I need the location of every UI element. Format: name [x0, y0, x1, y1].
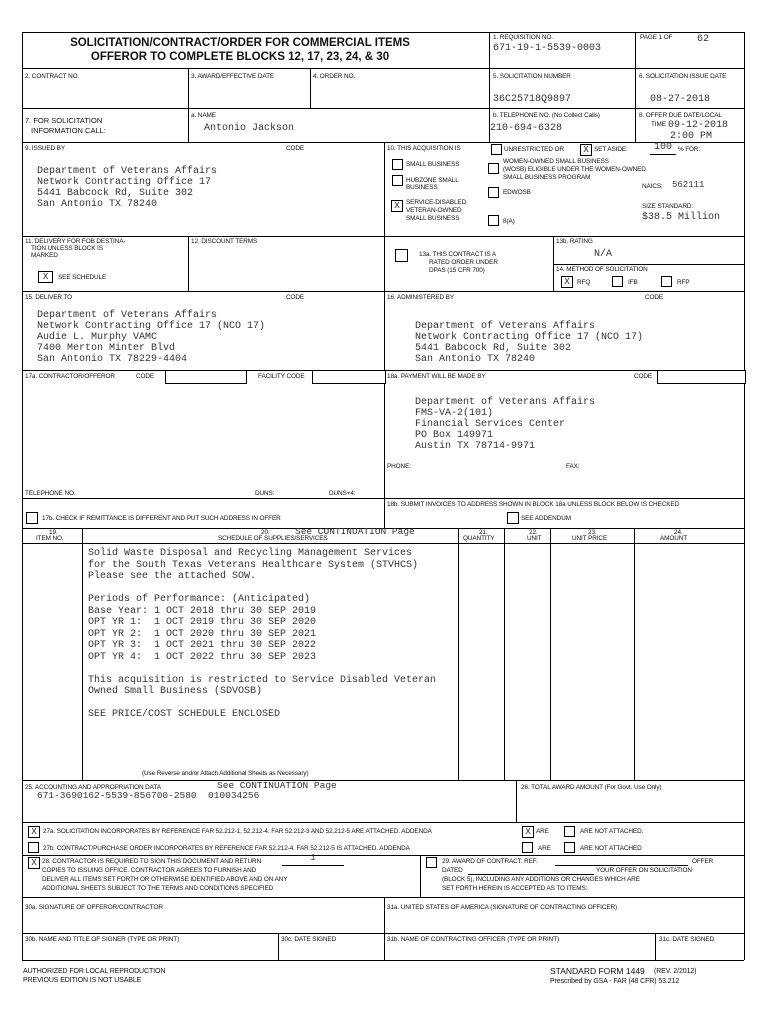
unrestricted-checkbox[interactable] [491, 144, 502, 155]
rule [188, 236, 189, 291]
administered-by-address-4: San Antonio TX 78240 [415, 354, 536, 365]
administered-by-label: 16. ADMINISTERED BY [387, 294, 454, 301]
rule [384, 291, 385, 370]
issue-date-value: 08-27-2018 [650, 94, 711, 105]
ifb-label: IFB [628, 279, 638, 286]
rfp-label: RFP [677, 279, 690, 286]
small-business-checkbox[interactable] [392, 159, 403, 170]
offer-due-label-1: 8. OFFER DUE DATE/LOCAL [639, 112, 722, 119]
requisition-value: 671-19-1-5539-0003 [493, 43, 602, 54]
rule [458, 528, 459, 780]
payment-code-label: CODE [634, 373, 653, 380]
naics-label: NAICS: [642, 183, 663, 190]
col20-num: 20. [261, 529, 270, 536]
submit-invoices-label: 18b. SUBMIT INVOICES TO ADDRESS SHOWN IN BLOCK 18a UNLESS BLOCK BELOW IS CHECKED [387, 501, 680, 508]
rule [384, 897, 385, 960]
edwosb-checkbox[interactable] [488, 187, 499, 198]
contractor-telephone-label: TELEPHONE NO. [25, 490, 76, 497]
acquisition-label: 10. THIS ACQUISITION IS [387, 145, 461, 152]
wosb-checkbox[interactable] [488, 163, 499, 174]
delivery-fob-label-3: MARKED [31, 252, 58, 259]
issued-by-address-4: San Antonio TX 78240 [37, 199, 158, 210]
rule [635, 108, 636, 142]
solicitation-method-label: 14. METHOD OF SOLICITATION [556, 266, 648, 273]
award-contract-line4: SET FORTH HEREIN IS ACCEPTED AS TO ITEMS: [442, 885, 588, 892]
facility-code-label: FACILITY CODE [258, 373, 305, 380]
solicitation-no-label: 5. SOLICITATION NUMBER [493, 73, 571, 80]
co-signature-label: 31a. UNITED STATES OF AMERICA (SIGNATURE OF CONTRACTING OFFICER) [387, 904, 618, 911]
phone-value: 210-694-6328 [490, 123, 563, 134]
award-contract-checkbox[interactable] [426, 857, 437, 868]
contractor-sign-line2: COPIES TO ISSUING OFFICE. CONTRACTOR AGREES TO FURNISH AND [42, 867, 257, 874]
sdvosb-label-3: SMALL BUSINESS [406, 215, 460, 222]
sdvosb-label-1: SERVICE-DISABLED [406, 199, 467, 206]
page-label: PAGE 1 OF [640, 34, 673, 41]
remittance-checkbox[interactable] [26, 512, 38, 524]
schedule-line: OPT YR 4: 1 OCT 2022 thru 30 SEP 2023 [88, 651, 317, 663]
rule [504, 528, 505, 780]
eight-a-label: 8(A) [503, 218, 515, 225]
administered-by-address-1: Department of Veterans Affairs [415, 321, 596, 332]
rule [468, 874, 594, 875]
award-contract-line1: 29. AWARD OF CONTRACT: REF. [442, 858, 538, 865]
solicitation-info-label-2: INFORMATION CALL: [31, 126, 106, 135]
addenda-are-checkbox[interactable]: X [522, 826, 534, 838]
col23-label: UNIT PRICE [572, 535, 608, 542]
far-27a-label: 27a. SOLICITATION INCORPORATES BY REFERENCE FAR 52.212-1, 52.212-4. FAR 52.212-3 AND 52.212-5 ARE ATTACHED. ADDENDA [43, 828, 432, 835]
schedule-line: Base Year: 1 OCT 2018 thru 30 SEP 2019 [88, 605, 317, 617]
addenda-are-label: ARE [536, 828, 549, 835]
footer-prescribed: Prescribed by GSA - FAR (48 CFR) 53.212 [550, 978, 680, 985]
schedule-line: Periods of Performance: (Anticipated) [88, 594, 311, 605]
col19-num: 19. [49, 529, 58, 536]
phone-label-18: PHONE: [387, 463, 411, 470]
schedule-continuation: See CONTINUATION Page [295, 526, 415, 537]
far-27b-checkbox[interactable] [28, 842, 39, 853]
accounting-value: 671-3690162-5539-856700-2580 010034256 [37, 790, 260, 801]
set-aside-checkbox[interactable]: X [580, 144, 592, 156]
footer-form-name: STANDARD FORM 1449 [550, 966, 645, 976]
accounting-continuation: See CONTINUATION Page [217, 780, 337, 791]
rule [420, 855, 421, 897]
col19-label: ITEM NO. [36, 535, 64, 542]
set-aside-percent: 100 [650, 142, 676, 155]
far-27a-checkbox[interactable]: X [28, 826, 40, 838]
duns-label: DUNS: [255, 490, 275, 497]
deliver-to-address-3: Audie L. Murphy VAMC [37, 332, 158, 343]
addenda-b-are-not-label: ARE NOT ATTACHED [580, 845, 642, 852]
name-label: a. NAME [191, 112, 216, 119]
fax-label-18: FAX: [566, 463, 580, 470]
facility-code-input[interactable] [312, 370, 386, 384]
form-title-line1: SOLICITATION/CONTRACT/ORDER FOR COMMERCIAL ITEMS [70, 37, 410, 49]
col20-label: SCHEDULE OF SUPPLIES/SERVICES [218, 535, 328, 542]
rating-label: 13b. RATING [556, 238, 593, 245]
schedule-line: Please see the attached SOW. [88, 571, 257, 582]
rule [384, 142, 385, 242]
eight-a-checkbox[interactable] [488, 215, 499, 226]
rule [188, 68, 189, 108]
unrestricted-label: UNRESTRICTED OR [504, 146, 564, 153]
administered-by-code-label: CODE [645, 294, 664, 301]
footer-reproduction: AUTHORIZED FOR LOCAL REPRODUCTION [23, 968, 166, 975]
far-27b-label: 27b. CONTRACT/PURCHASE ORDER INCORPORATES BY REFERENCE FAR 52.212-4. FAR 52.212-5 IS ATTACHED. ADDENDA [43, 845, 410, 852]
contractor-label: 17a. CONTRACTOR/OFFEROR [25, 373, 115, 380]
payment-address-1: Department of Veterans Affairs [415, 397, 596, 408]
schedule-line: OPT YR 1: 1 OCT 2019 thru 30 SEP 2020 [88, 617, 317, 628]
see-addendum-label: SEE ADDENDUM [521, 515, 571, 522]
deliver-to-address-2: Network Contracting Office 17 (NCO 17) [37, 321, 266, 332]
rule [384, 498, 385, 528]
rule [655, 933, 656, 960]
duns4-label: DUNS+4: [329, 490, 356, 497]
size-standard-label: SIZE STANDARD: [642, 203, 694, 210]
deliver-to-address-4: 7400 Merton Minter Blvd [37, 343, 176, 354]
rule [22, 236, 744, 237]
administered-by-address-3: 5441 Babcock Rd, Suite 302 [415, 343, 572, 354]
rule [188, 108, 189, 142]
issued-by-label: 9. ISSUED BY [25, 145, 65, 152]
issued-by-address-2: Network Contracting Office 17 [37, 177, 212, 188]
rule [489, 68, 490, 108]
schedule-line: Solid Waste Disposal and Recycling Management Services [88, 548, 413, 559]
col24-label: AMOUNT [660, 535, 688, 542]
hubzone-checkbox[interactable] [392, 175, 403, 186]
administered-by-address-2: Network Contracting Office 17 (NCO 17) [415, 332, 644, 343]
hubzone-label-2: BUSINESS [406, 184, 438, 191]
page-total: 62 [697, 34, 710, 45]
issued-by-address-3: 5441 Babcock Rd, Suite 302 [37, 188, 194, 199]
rule [635, 32, 636, 68]
contractor-sign-line4: ADDITIONAL SHEETS SUBJECT TO THE TERMS AND CONDITIONS SPECIFIED [42, 885, 274, 892]
rule [635, 68, 636, 108]
rule-right [744, 32, 745, 960]
schedule-line: SEE PRICE/COST SCHEDULE ENCLOSED [88, 709, 281, 720]
deliver-to-code-label: CODE [286, 294, 305, 301]
deliver-to-label: 15. DELIVER TO [25, 294, 73, 301]
rule [516, 780, 517, 822]
col22-num: 22. [529, 529, 538, 536]
award-offer-label: OFFER [692, 858, 714, 865]
co-date-label: 31c. DATE SIGNED [659, 936, 715, 943]
see-schedule-checkbox[interactable]: X [38, 271, 53, 283]
offer-due-time: 2:00 PM [670, 131, 713, 142]
reverse-note: (Use Reverse and/or Attach Additional Sheets as Necessary) [142, 770, 309, 777]
rated-order-label-2: RATED ORDER UNDER [429, 259, 498, 266]
rated-order-checkbox[interactable] [395, 249, 408, 262]
offer-due-label-2: TIME [651, 121, 666, 128]
rule [22, 142, 744, 143]
contract-no-label: 2. CONTRACT NO. [25, 73, 80, 80]
signer-name-label: 30b. NAME AND TITLE OF SIGNER (TYPE OR PRINT) [25, 936, 180, 943]
payment-label: 18a. PAYMENT WILL BE MADE BY [387, 373, 486, 380]
accounting-label: 25. ACCOUNTING AND APPROPRIATION DATA [25, 784, 161, 791]
remittance-label: 17b. CHECK IF REMITTANCE IS DIFFERENT AND PUT SUCH ADDRESS IN OFFER [42, 515, 281, 522]
rule [22, 933, 744, 934]
award-your-offer-label: YOUR OFFER ON SOLICITATION [596, 867, 692, 874]
contractor-sign-line3: DELIVER ALL ITEMS SET FORTH OR OTHERWISE IDENTIFIED ABOVE AND ON ANY [42, 876, 288, 883]
rated-order-label-3: DPAS (15 CFR 700) [429, 267, 485, 274]
discount-terms-label: 12. DISCOUNT TERMS [191, 238, 258, 245]
schedule-line: OPT YR 2: 1 OCT 2020 thru 30 SEP 2021 [88, 628, 317, 640]
percent-for-label: % FOR: [678, 146, 701, 153]
offer-due-date: 09-12-2018 [668, 120, 729, 131]
rule [310, 68, 311, 108]
rule [22, 291, 744, 292]
schedule-line: OPT YR 3: 1 OCT 2021 thru 30 SEP 2022 [88, 640, 317, 651]
award-date-label: 3. AWARD/EFFECTIVE DATE [191, 73, 275, 80]
addenda-b-are-checkbox[interactable] [522, 842, 533, 853]
rule [82, 528, 83, 780]
contractor-code-label: CODE [136, 373, 155, 380]
col21-label: QUANTITY [463, 535, 495, 542]
contractor-sign-checkbox[interactable]: X [28, 857, 40, 869]
delivery-fob-label-2: TION UNLESS BLOCK IS [31, 245, 103, 252]
col24-num: 24. [674, 529, 683, 536]
contractor-sign-line1: 28. CONTRACTOR IS REQUIRED TO SIGN THIS DOCUMENT AND RETURN [42, 858, 261, 865]
ifb-checkbox[interactable] [612, 276, 623, 287]
rule [22, 897, 744, 898]
rated-order-label-1: 13a. THIS CONTRACT IS A [419, 251, 497, 258]
total-award-label: 26. TOTAL AWARD AMOUNT (For Govt. Use Only) [521, 784, 662, 791]
payment-address-4: PO Box 149971 [415, 430, 494, 441]
payment-address-2: FMS-VA-2(101) [415, 408, 494, 419]
wosb-label-3: SMALL BUSINESS PROGRAM [503, 174, 591, 181]
col22-label: UNIT [527, 535, 542, 542]
award-contract-line3: (BLOCK 5), INCLUDING ANY ADDITIONS OR CHANGES WHICH ARE [442, 876, 640, 883]
rule [553, 264, 744, 265]
payment-code-input[interactable] [657, 370, 746, 384]
rule-left [22, 32, 23, 960]
set-aside-label: SET ASIDE: [594, 146, 628, 153]
issue-date-label: 6. SOLICITATION ISSUE DATE [639, 73, 727, 80]
addenda-are-not-checkbox[interactable] [564, 826, 575, 837]
see-schedule-label: SEE SCHEDULE [58, 274, 107, 281]
footer-previous-edition: PREVIOUS EDITION IS NOT USABLE [23, 977, 142, 984]
rfq-checkbox[interactable]: X [561, 276, 573, 288]
solicitation-info-label-1: 7. FOR SOLICITATION [25, 116, 103, 125]
offeror-date-label: 30c. DATE SIGNED [281, 936, 337, 943]
requisition-label: 1. REQUISITION NO. [493, 34, 553, 41]
rule [384, 236, 385, 291]
rule [22, 855, 744, 856]
col21-num: 21. [479, 529, 488, 536]
rule [22, 780, 744, 781]
deliver-to-address-1: Department of Veterans Affairs [37, 310, 218, 321]
order-no-label: 4. ORDER NO. [313, 73, 356, 80]
col23-num: 23. [588, 529, 597, 536]
rule [489, 32, 490, 68]
payment-address-3: Financial Services Center [415, 419, 566, 430]
naics-value: 562111 [672, 180, 705, 190]
payment-address-5: Austin TX 78714-9971 [415, 441, 536, 452]
small-business-label: SMALL BUSINESS [406, 161, 460, 168]
award-dated-label: DATED [442, 867, 463, 874]
wosb-label-1: WOMEN-OWNED SMALL BUSINESS [503, 158, 609, 165]
rule-bottom [22, 960, 744, 961]
rfp-checkbox[interactable] [661, 276, 672, 287]
rule [22, 498, 744, 499]
hubzone-label-1: HUBZONE SMALL [406, 177, 459, 184]
see-addendum-checkbox[interactable] [507, 512, 519, 524]
rule [22, 822, 744, 823]
rule [384, 370, 385, 498]
wosb-label-2: (WOSB) ELIGIBLE UNDER THE WOMEN-OWNED [503, 166, 646, 173]
schedule-line: for the South Texas Veterans Healthcare System (STVHCS) [88, 559, 419, 571]
sdvosb-label-2: VETERAN-OWNED [406, 207, 462, 214]
delivery-fob-label-1: 11. DELIVERY FOR FOB DESTINA- [25, 238, 126, 245]
rating-value: N/A [594, 249, 613, 260]
co-name-label: 31b. NAME OF CONTRACTING OFFICER (TYPE OR PRINT) [387, 936, 560, 943]
footer-revision: (REV. 2/2012) [654, 968, 697, 975]
rule [550, 528, 551, 780]
rule [634, 528, 635, 780]
issued-by-code-label: CODE [286, 145, 305, 152]
issued-by-address-1: Department of Veterans Affairs [37, 166, 218, 177]
contractor-code-input[interactable] [165, 370, 247, 384]
phone-label: b. TELEPHONE NO. (No Collect Calls) [493, 112, 600, 119]
edwosb-label: EDWOSB [503, 189, 531, 196]
addenda-b-are-not-checkbox[interactable] [564, 842, 575, 853]
schedule-line: Owned Small Business (SDVOSB) [88, 686, 263, 697]
copies-value: 1 [282, 853, 344, 866]
rule [555, 865, 688, 866]
form-title-line2: OFFEROR TO COMPLETE BLOCKS 12, 17, 23, 24, & 30 [90, 51, 390, 63]
sdvosb-checkbox[interactable]: X [391, 200, 403, 212]
schedule-line: This acquisition is restricted to Service Disabled Veteran [88, 674, 437, 686]
contact-name-value: Antonio Jackson [204, 123, 295, 134]
addenda-b-are-label: ARE [538, 845, 551, 852]
addenda-are-not-label: ARE NOT ATTACHED. [580, 828, 644, 835]
rule [22, 543, 744, 544]
solicitation-no-value: 36C25718Q9897 [493, 94, 572, 105]
size-standard-value: $38.5 Million [642, 212, 721, 223]
deliver-to-address-5: San Antonio TX 78229-4404 [37, 354, 188, 365]
offeror-signature-label: 30a. SIGNATURE OF OFFEROR/CONTRACTOR [25, 904, 163, 911]
rule [278, 933, 279, 960]
rfq-label: RFQ [577, 279, 591, 286]
